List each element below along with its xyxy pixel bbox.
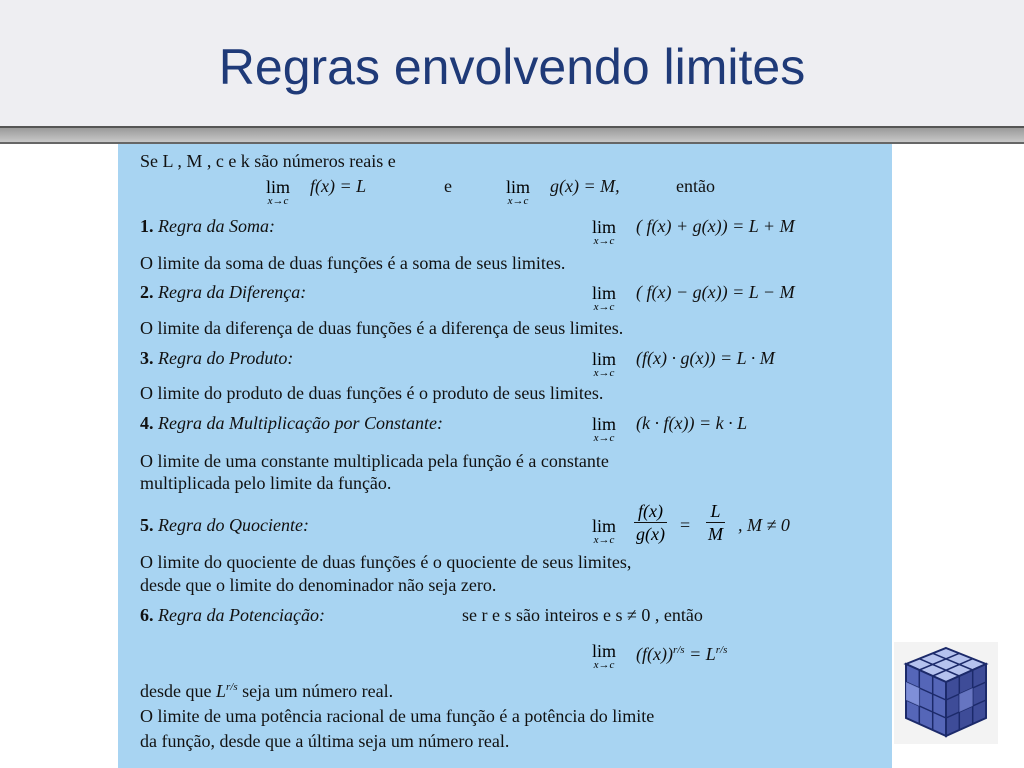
power-exponent: r/s bbox=[672, 644, 685, 656]
slide-title: Regras envolvendo limites bbox=[218, 39, 806, 95]
rule-6-description: O limite de uma potência racional de uma função é a potência do limite bbox=[140, 706, 655, 726]
rule-3-description: O limite do produto de duas funções é o produto de seus limites. bbox=[140, 383, 604, 403]
rule-6-formula bbox=[636, 639, 727, 665]
limit-operator bbox=[592, 415, 616, 444]
rule-3-heading bbox=[140, 347, 293, 369]
lim-word: lim bbox=[592, 217, 617, 237]
rule-number: 3. bbox=[140, 348, 154, 368]
rule-2-heading bbox=[140, 281, 306, 303]
lim-subscript: x→c bbox=[593, 367, 615, 379]
limit-operator bbox=[592, 218, 616, 247]
lim-subscript: x→c bbox=[593, 659, 615, 671]
lim-word: lim bbox=[592, 349, 617, 369]
lim-word: lim bbox=[266, 177, 291, 197]
rule-number: 5. bbox=[140, 515, 154, 535]
divider-band bbox=[0, 128, 1024, 142]
lim-subscript: x→c bbox=[593, 301, 615, 313]
rule-1-heading bbox=[140, 215, 275, 237]
rule-6-heading bbox=[140, 604, 325, 626]
provided-L: L bbox=[215, 681, 226, 701]
limit-operator bbox=[592, 517, 616, 546]
power-rhs: = L bbox=[684, 644, 716, 664]
fraction-f-over-g bbox=[634, 500, 667, 545]
rule-name: Regra da Soma: bbox=[158, 216, 275, 236]
fraction-numerator: L bbox=[706, 500, 725, 523]
rule-name: Regra da Multiplicação por Constante: bbox=[158, 413, 443, 433]
rule-2-description: O limite da diferença de duas funções é a diferença de seus limites. bbox=[140, 318, 624, 338]
rule-name: Regra do Produto: bbox=[158, 348, 294, 368]
power-base: (f(x)) bbox=[636, 644, 673, 664]
rule-5-description: O limite do quociente de duas funções é o quociente de seus limites, bbox=[140, 552, 632, 572]
rule-1-formula: ( f(x) + g(x)) = L + M bbox=[636, 216, 795, 236]
lim-subscript: x→c bbox=[593, 534, 615, 546]
lim-word: lim bbox=[592, 414, 617, 434]
power-rhs-exponent: r/s bbox=[715, 644, 728, 656]
provided-exponent: r/s bbox=[226, 681, 238, 693]
provided-text: desde que bbox=[140, 681, 212, 701]
lim-subscript: x→c bbox=[593, 432, 615, 444]
intro-text: Se L , M , c e k são números reais e bbox=[140, 151, 396, 171]
premise-then: então bbox=[676, 176, 715, 196]
rule-6-provided bbox=[140, 676, 393, 702]
rule-number: 6. bbox=[140, 605, 154, 625]
lim-subscript: x→c bbox=[593, 235, 615, 247]
lim-subscript: x→c bbox=[507, 195, 529, 207]
rule-5-condition: , M ≠ 0 bbox=[738, 515, 790, 535]
rule-2-formula: ( f(x) − g(x)) = L − M bbox=[636, 282, 795, 302]
rule-name: Regra da Potenciação: bbox=[158, 605, 325, 625]
rule-name: Regra do Quociente: bbox=[158, 515, 309, 535]
rule-4-description-cont: multiplicada pelo limite da função. bbox=[140, 473, 392, 493]
rule-4-description: O limite de uma constante multiplicada pela função é a constante bbox=[140, 451, 609, 471]
rule-number: 2. bbox=[140, 282, 154, 302]
limit-operator bbox=[592, 350, 616, 379]
limit-operator bbox=[592, 284, 616, 313]
fraction-numerator: f(x) bbox=[634, 500, 667, 523]
premise-expr-1: f(x) = L bbox=[310, 176, 367, 196]
provided-rest: seja um número real. bbox=[237, 681, 394, 701]
limit-operator bbox=[592, 642, 616, 671]
equals-sign: = bbox=[680, 515, 691, 535]
rule-5-heading bbox=[140, 514, 309, 536]
rule-6-description-cont: da função, desde que a última seja um número real. bbox=[140, 731, 510, 751]
fraction-denominator: g(x) bbox=[636, 524, 665, 544]
rule-3-formula: (f(x) · g(x)) = L · M bbox=[636, 348, 775, 368]
lim-word: lim bbox=[592, 641, 617, 661]
premise-expr-2: g(x) = M, bbox=[550, 176, 620, 196]
rule-1-description: O limite da soma de duas funções é a soma de seus limites. bbox=[140, 253, 566, 273]
fraction-denominator: M bbox=[708, 524, 723, 544]
rule-4-heading bbox=[140, 412, 443, 434]
content-panel bbox=[118, 144, 892, 768]
limit-operator bbox=[506, 178, 530, 207]
lim-word: lim bbox=[592, 283, 617, 303]
lim-word: lim bbox=[592, 516, 617, 536]
rule-number: 1. bbox=[140, 216, 154, 236]
rule-6-condition: se r e s são inteiros e s ≠ 0 , então bbox=[462, 605, 703, 625]
rule-name: Regra da Diferença: bbox=[158, 282, 307, 302]
lim-subscript: x→c bbox=[267, 195, 289, 207]
limit-operator bbox=[266, 178, 290, 207]
fraction-L-over-M bbox=[706, 500, 725, 545]
rule-5-description-cont: desde que o limite do denominador não seja zero. bbox=[140, 575, 497, 595]
premise-conj: e bbox=[444, 176, 452, 196]
rubik-cube-icon bbox=[894, 642, 998, 744]
rule-number: 4. bbox=[140, 413, 154, 433]
lim-word: lim bbox=[506, 177, 531, 197]
rule-4-formula: (k · f(x)) = k · L bbox=[636, 413, 748, 433]
